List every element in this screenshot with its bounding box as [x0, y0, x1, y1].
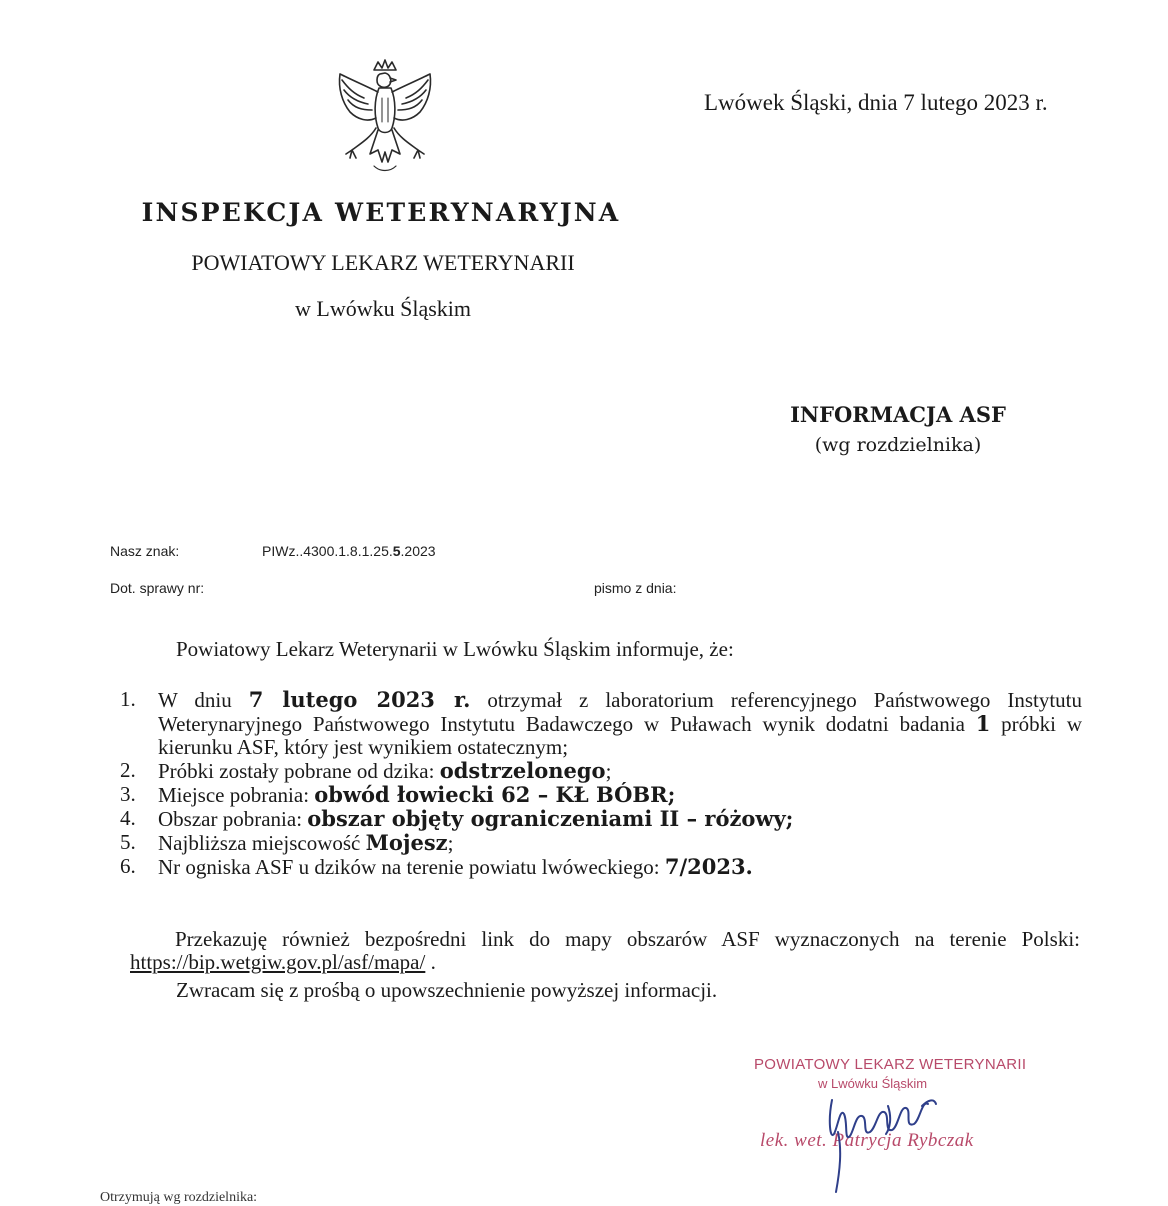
handwritten-signature-icon — [818, 1070, 968, 1200]
findings-list — [120, 688, 1082, 879]
request-text: Zwracam się z prośbą o upowszechnienie powyższej informacji. — [176, 978, 718, 1002]
document-subtitle: (wg rozdzielnika) — [814, 434, 982, 456]
intro-text: Powiatowy Lekarz Weterynarii w Lwówku Śląskim informuje, że: — [176, 637, 734, 661]
asf-map-link[interactable]: https://bip.wetgiw.gov.pl/asf/mapa/ — [130, 950, 426, 974]
office-location: w Lwówku Śląskim — [295, 296, 471, 321]
list-item: 3. Miejsce pobrania: obwód łowiecki 62 – KŁ BÓBR; — [120, 782, 676, 807]
stamp-location: w Lwówku Śląskim — [818, 1076, 928, 1091]
institution-name: INSPEKCJA WETERYNARYJNA — [141, 198, 621, 227]
polish-eagle-emblem-icon — [330, 58, 440, 186]
our-reference-value: PIWz..4300.1.8.1.25.5.2023 — [262, 543, 436, 559]
our-reference-label: Nasz znak: — [110, 543, 180, 559]
document-date: Lwówek Śląski, dnia 7 lutego 2023 r. — [704, 90, 1048, 115]
stamp-office: POWIATOWY LEKARZ WETERYNARII — [754, 1056, 1027, 1073]
list-item: 2. Próbki zostały pobrane od dzika: odstrzelonego; — [120, 758, 612, 783]
letter-date-label: pismo z dnia: — [594, 580, 677, 596]
office-title: POWIATOWY LEKARZ WETERYNARII — [191, 250, 575, 275]
list-item: 1. W dniu 7 lutego 2023 r. otrzymał z laboratorium referencyjnego Państwowego Instytutu Weterynaryjnego Państwowego Instytutu Badawczego w Puławach wynik dodatni badania 1 próbki w kierunku ASF, który jest wynikiem ostatecznym; — [120, 687, 1083, 759]
stamp-name: lek. wet. Patrycja Rybczak — [760, 1130, 974, 1151]
list-item: 6. Nr ogniska ASF u dzików na terenie powiatu lwóweckiego: 7/2023. — [120, 854, 753, 879]
case-number-label: Dot. sprawy nr: — [110, 580, 205, 596]
list-item: 4. Obszar pobrania: obszar objęty ograniczeniami II – różowy; — [120, 806, 794, 831]
document-title: INFORMACJA ASF — [790, 402, 1006, 427]
list-item: 5. Najbliższa miejscowość Mojesz; — [120, 830, 454, 855]
distribution-list-label: Otrzymują wg rozdzielnika: — [100, 1190, 258, 1205]
map-link-paragraph: Przekazuję również bezpośredni link do mapy obszarów ASF wyznaczonych na terenie Polski: https://bip.wetgiw.gov.pl/asf/mapa/ . — [130, 927, 1080, 974]
